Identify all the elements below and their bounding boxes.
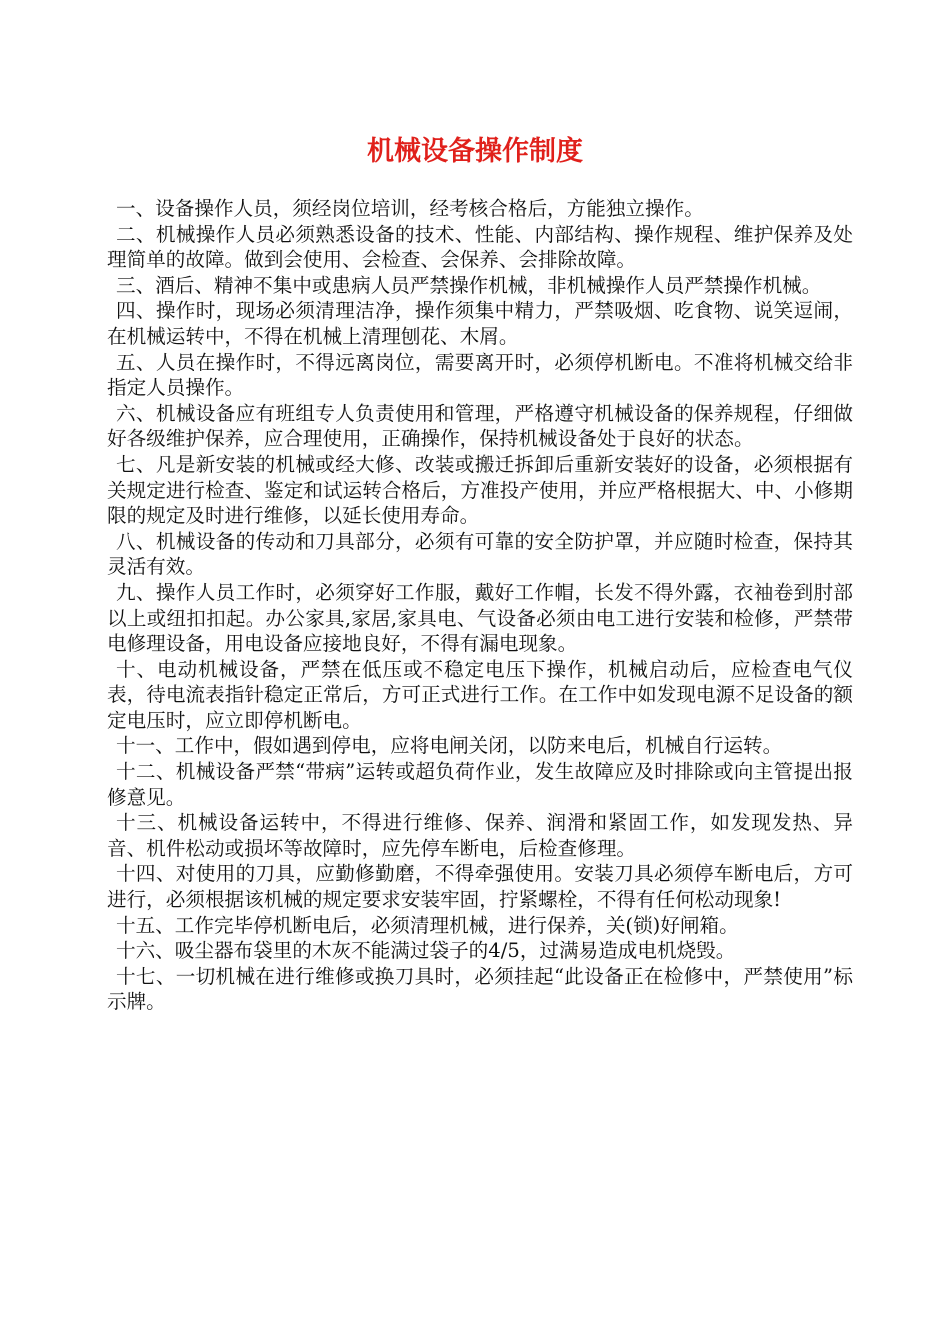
clause-9: 九、操作人员工作时，必须穿好工作服，戴好工作帽，长发不得外露，衣袖卷到肘部以上或纽扣扣起。办公家具,家居,家具电、气设备必须由电工进行安装和检修，严禁带电修理设备，用电设备应接地良好，不得有漏电现象。 [107, 580, 853, 656]
clause-4: 四、操作时，现场必须清理洁净，操作须集中精力，严禁吸烟、吃食物、说笑逗闹，在机械运转中，不得在机械上清理刨花、木屑。 [107, 299, 853, 348]
clause-13: 十三、机械设备运转中，不得进行维修、保养、润滑和紧固工作，如发现发热、异音、机件松动或损坏等故障时，应先停车断电，后检查修理。 [107, 811, 853, 860]
clause-14: 十四、对使用的刀具，应勤修勤磨，不得牵强使用。安装刀具必须停车断电后，方可进行，必须根据该机械的规定要求安装牢固，拧紧螺栓，不得有任何松动现象! [107, 862, 853, 912]
clause-10: 十、电动机械设备，严禁在低压或不稳定电压下操作，机械启动后，应检查电气仪表，待电流表指针稳定正常后，方可正式进行工作。在工作中如发现电源不足设备的额定电压时，应立即停机断电。 [107, 657, 853, 732]
clause-7: 七、凡是新安装的机械或经大修、改装或搬迁拆卸后重新安装好的设备，必须根据有关规定进行检查、鉴定和试运转合格后，方准投产使用，并应严格根据大、中、小修期限的规定及时进行维修，以延长使用寿命。 [107, 452, 853, 528]
clause-17: 十七、一切机械在进行维修或换刀具时，必须挂起“此设备正在检修中，严禁使用”标示牌。 [107, 964, 853, 1014]
document-title: 机械设备操作制度 [367, 136, 583, 167]
clause-8: 八、机械设备的传动和刀具部分，必须有可靠的安全防护罩，并应随时检查，保持其灵活有效。 [107, 529, 853, 579]
clause-5: 五、人员在操作时，不得远离岗位，需要离开时，必须停机断电。不准将机械交给非指定人员操作。 [107, 350, 853, 400]
clause-12: 十二、机械设备严禁“带病”运转或超负荷作业，发生故障应及时排除或向主管提出报修意见。 [107, 760, 853, 809]
clause-16: 十六、吸尘器布袋里的木灰不能满过袋子的4/5，过满易造成电机烧毁。 [116, 939, 736, 963]
clause-3: 三、酒后、精神不集中或患病人员严禁操作机械，非机械操作人员严禁操作机械。 [116, 273, 822, 297]
clause-6: 六、机械设备应有班组专人负责使用和管理，严格遵守机械设备的保养规程，仔细做好各级维护保养，应合理使用，正确操作，保持机械设备处于良好的状态。 [107, 401, 853, 451]
clause-15: 十五、工作完毕停机断电后，必须清理机械，进行保养，关(锁)好闸箱。 [116, 913, 739, 937]
clause-2: 二、机械操作人员必须熟悉设备的技术、性能、内部结构、操作规程、维护保养及处理简单的故障。做到会使用、会检查、会保养、会排除故障。 [107, 222, 853, 272]
clause-1: 一、设备操作人员，须经岗位培训，经考核合格后，方能独立操作。 [116, 197, 704, 220]
clause-11: 十一、工作中，假如遇到停电，应将电闸关闭，以防来电后，机械自行运转。 [116, 734, 783, 758]
document-body [107, 196, 853, 1015]
